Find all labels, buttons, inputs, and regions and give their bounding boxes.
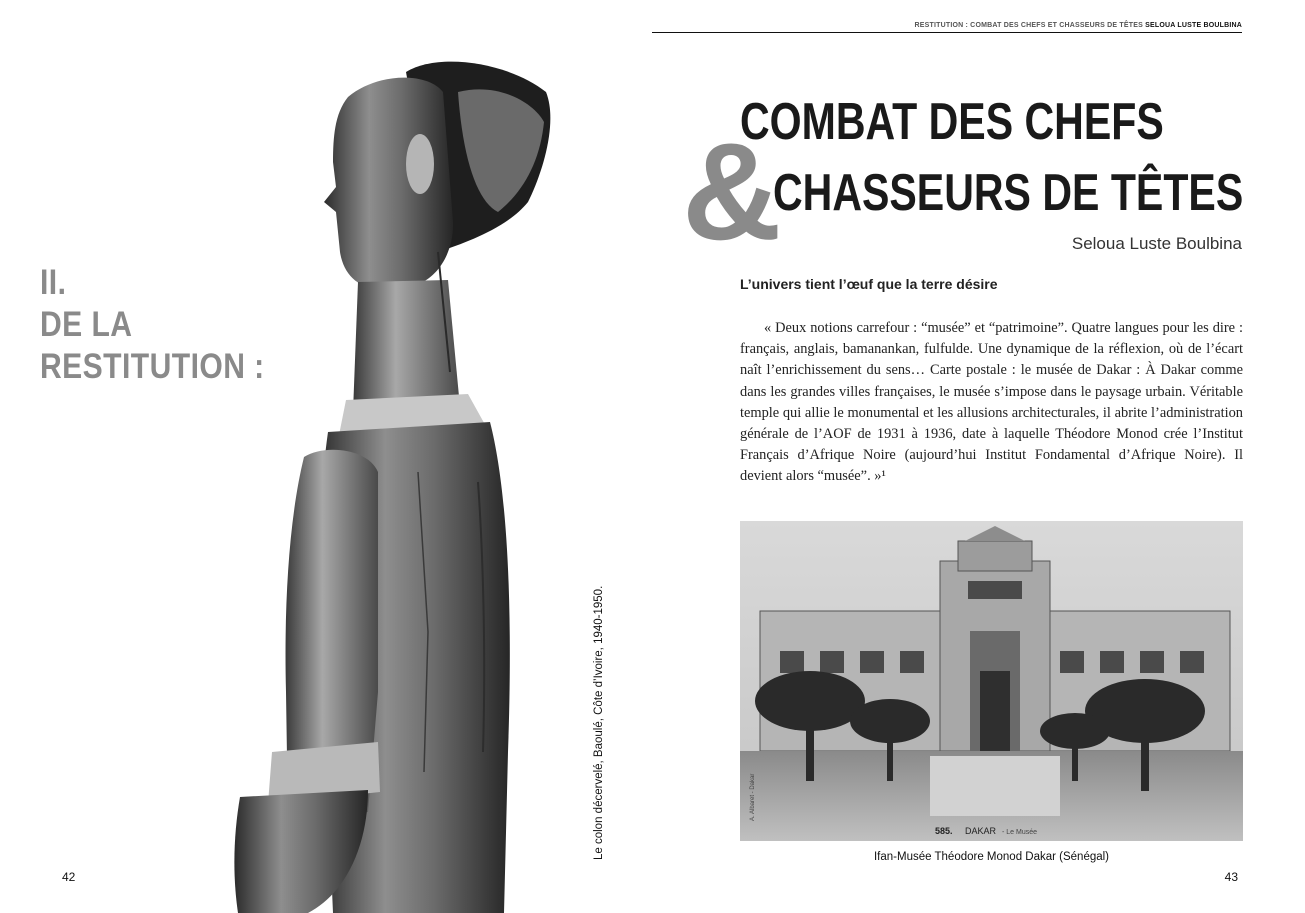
postcard-publisher: A. Albaret - Dakar — [750, 773, 756, 821]
section-title-line-1: II. — [40, 263, 67, 302]
section-title-line-2: DE LA — [40, 305, 133, 344]
statue-photo — [228, 52, 558, 913]
postcard-city: DAKAR — [965, 826, 997, 836]
left-page — [0, 0, 652, 913]
running-head-section: RESTITUTION : COMBAT DES CHEFS ET CHASSEURS DE TÊTES — [914, 22, 1143, 29]
statue-caption: Le colon décervelé, Baoulé, Côte d’Ivoire, 1940-1950. — [593, 585, 605, 860]
article-author: Seloua Luste Boulbina — [1071, 234, 1242, 253]
section-title — [40, 262, 265, 388]
running-head-rule — [652, 32, 1242, 33]
title-line-1: COMBAT DES CHEFS — [740, 93, 1164, 151]
page-number-right: 43 — [1224, 870, 1238, 884]
page-number-left: 42 — [62, 870, 76, 884]
right-page — [652, 0, 1305, 913]
title-ampersand: & — [682, 115, 782, 269]
running-head-author: SELOUA LUSTE BOULBINA — [1145, 22, 1242, 29]
body-paragraph: « Deux notions carrefour : “musée” et “patrimoine”. Quatre langues pour les dire : français, anglais, bamanankan, fulfulde. Une dynamique de la réflexion, où de l’écart naît l’enrichissement du sens… Carte postale : le musée de Dakar : À Dakar comme dans les grandes villes françaises, le musée s’impose dans le paysage urbain. Véritable temple qui allie le monumental et les allusions architecturales, il abrite l’administration générale de l’AOF de 1931 à 1936, date à laquelle Théodore Monod crée l’Institut Français d’Afrique Noire (aujourd’hui Institut Fondamental d’Afrique Noire). Il devient alors “musée”. »¹ — [740, 320, 1243, 485]
running-head — [652, 22, 1242, 29]
epigraph: L’univers tient l’œuf que la terre désire — [740, 276, 998, 292]
postcard-number: 585. — [935, 826, 953, 836]
museum-postcard-photo — [740, 521, 1243, 841]
title-line-2: CHASSEURS DE TÊTES — [773, 164, 1244, 222]
section-title-line-3: RESTITUTION : — [40, 347, 265, 386]
photo-caption: Ifan-Musée Théodore Monod Dakar (Sénégal) — [873, 851, 1110, 863]
postcard-label: - Le Musée — [1002, 829, 1038, 836]
